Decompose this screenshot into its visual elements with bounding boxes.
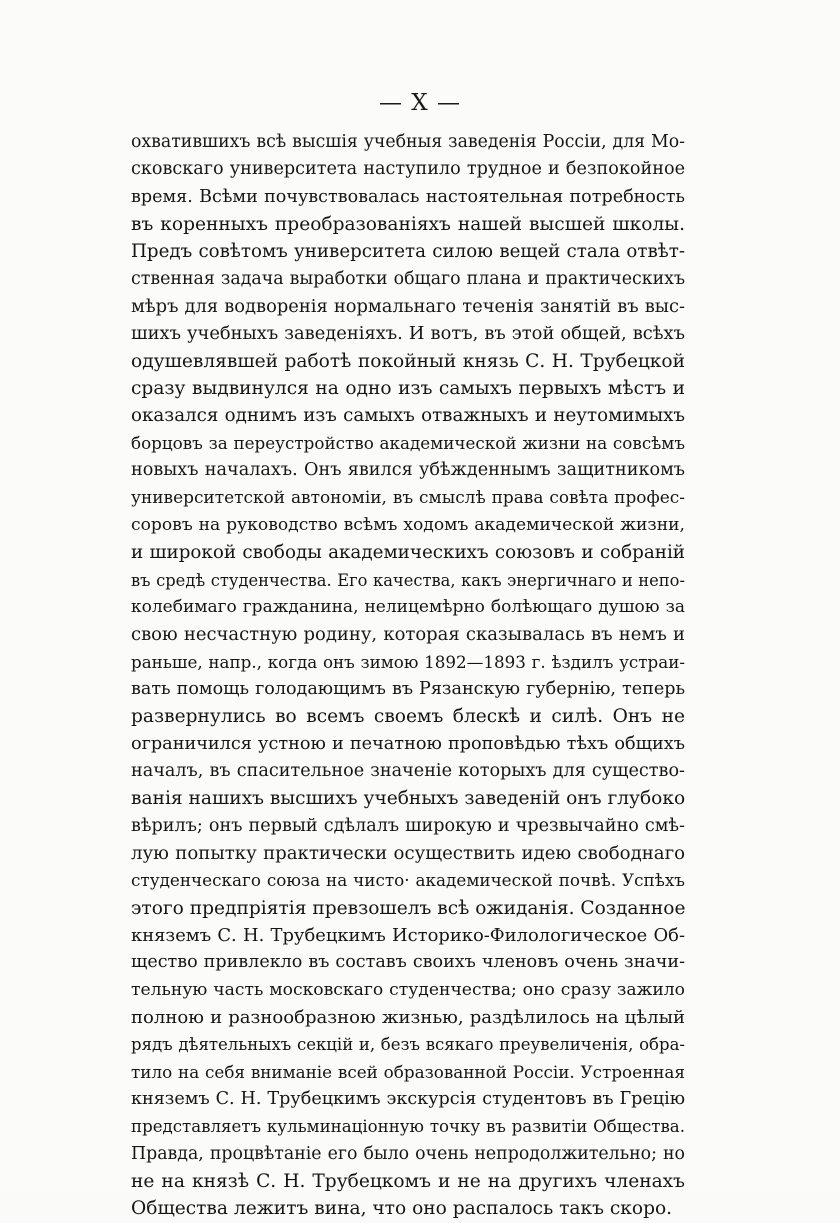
text-line: княземъ С. Н. Трубецкимъ экскурсія студентовъ въ Грецію [131, 1089, 685, 1110]
text-line: лую попытку практически осуществить идею свободнаго [131, 842, 685, 864]
text-line: шихъ учебныхъ заведеніяхъ. И вотъ, въ этой общей, всѣхъ [131, 323, 685, 345]
text-line: новыхъ началахъ. Онъ явился убѣжденнымъ защитникомъ [131, 460, 685, 481]
text-line: Предъ совѣтомъ университета силою вещей стала отвѣт- [131, 241, 685, 263]
text-line: свою несчастную родину, которая сказывалась въ немъ и [131, 624, 685, 646]
text-line: одушевлявшей работѣ покойный князь С. Н. Трубецкой [131, 350, 685, 372]
text-line: представляетъ кульминаціонную точку въ развитіи Общества. [131, 1117, 685, 1137]
text-line: рядъ дѣятельныхъ секцій и, безъ всякаго преувеличенія, обра- [131, 1035, 685, 1055]
text-line: вать помощь голодающимъ въ Рязанскую губернію, теперь [131, 678, 685, 699]
text-line: студенческаго союза на чисто· академической почвѣ. Успѣхъ [131, 870, 685, 891]
text-line: ванія нашихъ высшихъ учебныхъ заведеній онъ глубоко [131, 788, 686, 810]
text-line: полною и разнообразною жизнью, раздѣлилось на цѣлый [131, 1007, 685, 1028]
text-line: оказался однимъ изъ самыхъ отважныхъ и неутомимыхъ [131, 405, 685, 427]
text-line: раньше, напр., когда онъ зимою 1892—1893 г. ѣздилъ устраи- [131, 651, 685, 672]
text-line-last: Общества лежитъ вина, что оно распалось такъ скоро. [131, 1198, 673, 1220]
text-line: не на князѣ С. Н. Трубецкомъ и не на другихъ членахъ [131, 1171, 685, 1193]
text-line: ограничился устною и печатною проповѣдью тѣхъ общихъ [131, 733, 685, 754]
text-line: Правда, процвѣтаніе его было очень непродолжительно; но [131, 1143, 685, 1164]
text-line: время. Всѣми почувствовалась настоятельная потребность [131, 186, 685, 207]
text-line: этого предпріятія превзошелъ всѣ ожиданія. Созданное [131, 897, 686, 919]
text-line: университетской автономіи, въ смыслѣ права совѣта профес- [131, 487, 685, 508]
text-line: развернулись во всемъ своемъ блескѣ и силѣ. Онъ не [131, 706, 685, 728]
text-line: соровъ на руководство всѣмъ ходомъ академической жизни, [131, 514, 685, 535]
text-line: охватившихъ всѣ высшія учебныя заведенія Россіи, для Мо- [131, 132, 685, 152]
text-line: мѣръ для водворенія нормальнаго теченія занятій въ выс- [131, 296, 685, 318]
page-number: — X — [379, 90, 461, 116]
text-line: борцовъ за переустройство академической жизни на совсѣмъ [131, 432, 685, 453]
text-line: сразу выдвинулся на одно изъ самыхъ первыхъ мѣстъ и [131, 378, 685, 400]
text-line: въ средѣ студенчества. Его качества, какъ энергичнаго и непо- [131, 570, 685, 590]
text-line: и широкой свободы академическихъ союзовъ и собраній [131, 542, 685, 564]
text-line: сковскаго университета наступило трудное и безпокойное [131, 159, 685, 180]
text-line: тило на себя вниманіе всей образованной Россіи. Устроенная [131, 1061, 685, 1082]
text-line: началъ, въ спасительное значеніе которыхъ для существо- [131, 760, 685, 781]
text-line: вѣрилъ; онъ первый сдѣлалъ широкую и чрезвычайно смѣ- [131, 815, 685, 836]
text-line: колебимаго гражданина, нелицемѣрно болѣющаго душою за [131, 596, 685, 617]
text-line: тельную часть московскаго студенчества; оно сразу зажило [131, 979, 685, 1000]
text-line: въ коренныхъ преобразованіяхъ нашей высшей школы. [131, 214, 685, 236]
text-line: княземъ С. Н. Трубецкимъ Историко-Филологическое Об- [131, 924, 685, 946]
text-line: щество привлекло въ составъ своихъ членовъ очень значи- [131, 952, 685, 973]
text-line: ственная задача выработки общаго плана и практическихъ [131, 268, 685, 289]
body-text [131, 129, 685, 1223]
